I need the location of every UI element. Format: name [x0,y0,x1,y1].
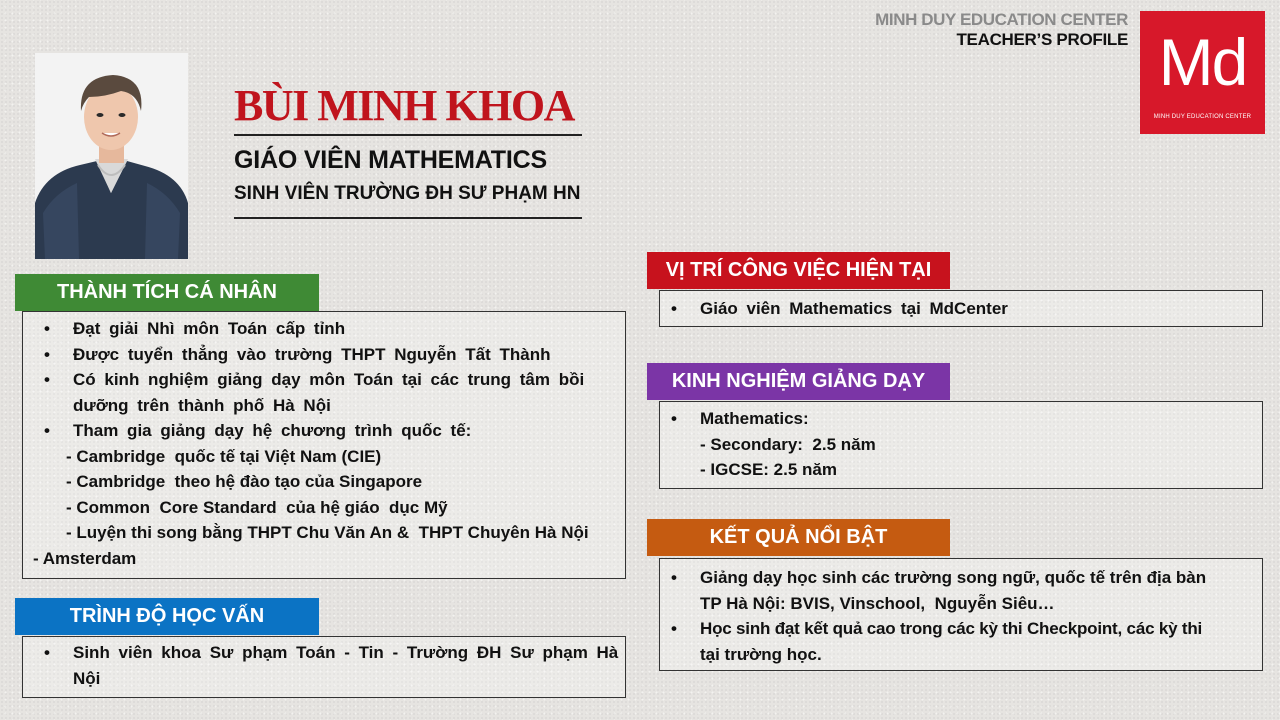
results-item-continued: tại trường học. [700,644,822,664]
divider-bottom [234,217,582,219]
achievement-item: • Được tuyển thẳng vào trường THPT Nguyễn Tất Thành [35,342,625,368]
achievement-item: • Tham gia giảng dạy hệ chương trình quốc tế: [35,418,625,444]
teacher-name: BÙI MINH KHOA [234,81,574,130]
results-item: • Giảng dạy học sinh các trường song ngữ, quốc tế trên địa bàn [662,565,1262,591]
experience-box [659,401,1263,489]
education-item: • Sinh viên khoa Sư phạm Toán - Tin - Trường ĐH Sư phạm Hà [35,640,625,666]
profile-subtitle: TEACHER’S PROFILE [956,30,1128,49]
portrait-illustration [35,53,188,259]
experience-title: KINH NGHIỆM GIẢNG DẠY [671,370,926,392]
achievement-item-continued: dưỡng trên thành phố Hà Nội [73,395,331,415]
experience-subitem: - IGCSE: 2.5 năm [700,460,837,479]
results-item: • Học sinh đạt kết quả cao trong các kỳ thi Checkpoint, các kỳ thi [662,616,1262,642]
experience-subitem: - Secondary: 2.5 năm [700,434,876,454]
results-box [659,558,1263,671]
logo-text: Md [1158,25,1247,99]
teacher-school: SINH VIÊN TRƯỜNG ĐH SƯ PHẠM HN [234,183,581,204]
achievement-subitem-continued: - Amsterdam [33,548,137,568]
logo-caption: MINH DUY EDUCATION CENTER [1153,114,1252,120]
achievement-subitem: - Cambridge theo hệ đào tạo của Singapore [66,472,423,491]
experience-item: • Mathematics: [662,406,1262,432]
achievements-title: THÀNH TÍCH CÁ NHÂN [57,281,277,303]
results-item-continued: TP Hà Nội: BVIS, Vinschool, Nguyễn Siêu… [700,593,1055,613]
teacher-role: GIÁO VIÊN MATHEMATICS [234,146,547,174]
current-position-item: • Giáo viên Mathematics tại MdCenter [662,296,1262,322]
achievements-box [22,311,626,579]
achievement-item: • Đạt giải Nhì môn Toán cấp tỉnh [35,316,625,342]
results-header [647,519,950,556]
center-name: MINH DUY EDUCATION CENTER [875,10,1128,29]
achievement-subitem: - Luyện thi song bằng THPT Chu Văn An & THPT Chuyên Hà Nội [66,523,589,542]
experience-header [647,363,950,400]
education-title: TRÌNH ĐỘ HỌC VẤN [69,605,265,627]
current-position-title: VỊ TRÍ CÔNG VIỆC HIỆN TẠI [665,259,932,281]
achievements-header [15,274,319,311]
current-position-box [659,290,1263,327]
education-header [15,598,319,635]
md-logo [1140,11,1265,134]
divider-top [234,134,582,136]
current-position-header [647,252,950,289]
results-title: KẾT QUẢ NỔI BẬT [709,526,888,548]
teacher-photo [35,53,188,259]
education-item-continued: Nội [73,668,101,688]
achievement-subitem: - Cambridge quốc tế tại Việt Nam (CIE) [66,446,382,466]
achievement-item: • Có kinh nghiệm giảng dạy môn Toán tại các trung tâm bồi [35,367,625,393]
achievement-subitem: - Common Core Standard của hệ giáo dục Mỹ [66,497,448,517]
education-box [22,636,626,698]
